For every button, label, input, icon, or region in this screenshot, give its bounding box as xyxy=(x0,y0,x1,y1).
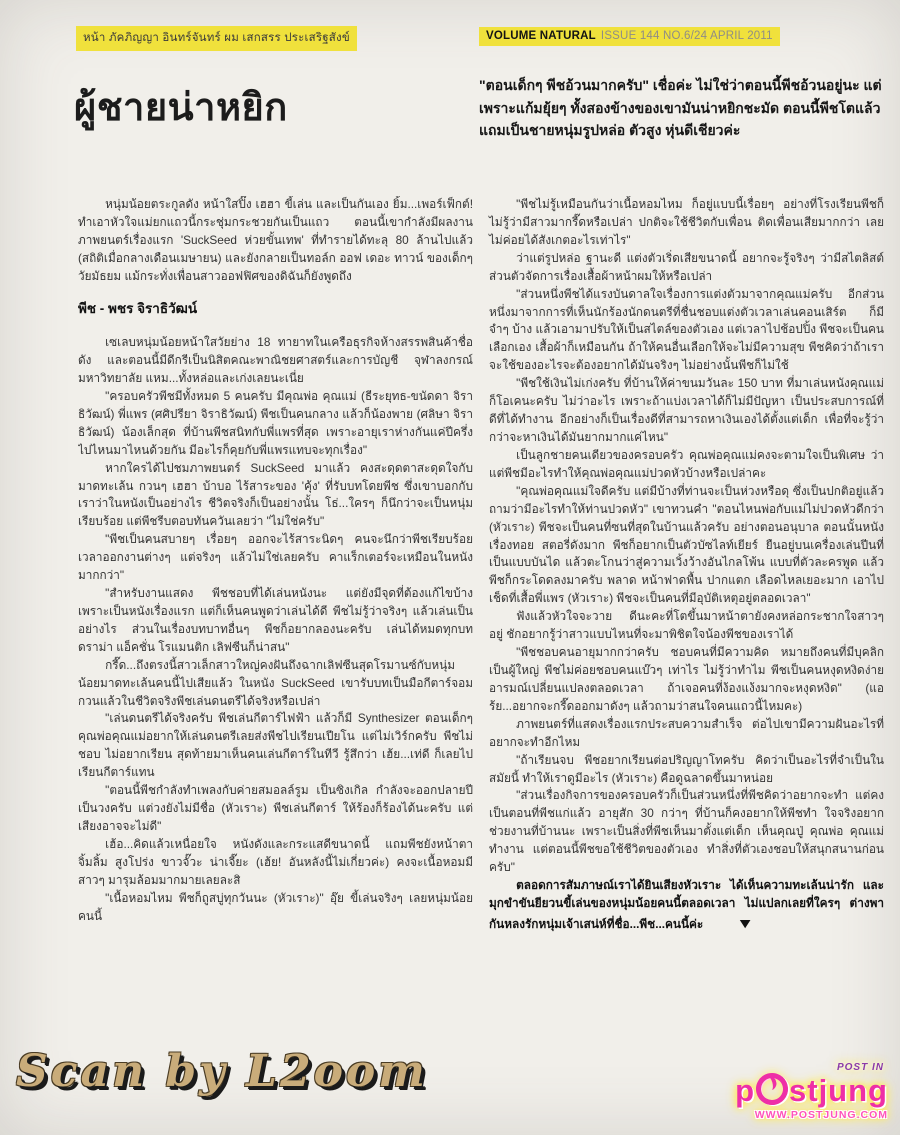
credit-highlight: หน้า ภัคภิญญา อินทร์จันทร์ ผม เสกสรร ประเสริฐสังข์ xyxy=(76,26,357,51)
postjung-url: WWW.POSTJUNG.COM xyxy=(754,1109,888,1121)
article-paragraph: ฟังแล้วหัวใจจะวาย ดีนะคะที่โตขึ้นมาหน้าตายังคงหล่อกระชากใจสาวๆ อยู่ ชักอยากรู้ว่าสาวแบบไหนที่จะมาพิชิตใจน้องพีชของเราได้ xyxy=(489,609,884,642)
article-paragraph: ภาพยนตร์ที่แสดงเรื่องแรกประสบความสำเร็จ ต่อไปเขามีความฝันอะไรที่อยากจะทำอีกไหม xyxy=(489,716,884,749)
magazine-name: VOLUME NATURAL xyxy=(486,30,596,42)
post-in-label: POST IN xyxy=(836,1062,884,1073)
article-paragraph: กรี๊ด...ถึงตรงนี้สาวเล็กสาวใหญ่คงฝันถึงฉากเลิฟซีนสุดโรมานซ์กับหนุ่มน้อยมาดทะเล้นคนนี้ไปเสียแล้ว ในหนัง SuckSeed เขารับบทเป็นมือกีตาร์จอมกวนแล้วในชีวิตจริงพีชเล่นดนตรีได้จริงหรือเปล่า xyxy=(78,657,473,708)
closing-paragraph xyxy=(489,877,884,934)
article-paragraph: "พีชไม่รู้เหมือนกันว่าเนื้อหอมไหม ก็อยู่แบบนี้เรื่อยๆ อย่างที่โรงเรียนพีชก็ไม่รู้ว่ามีสาวมากรี๊ดหรือเปล่า ปกติจะใช้ชีวิตกับเพื่อน ติดเพื่อนเสียมากกว่า เลยไม่ค่อยได้สังเกตอะไรเท่าไร" xyxy=(489,197,884,247)
article-paragraph: "ครอบครัวพีชมีทั้งหมด 5 คนครับ มีคุณพ่อ คุณแม่ (ธีระยุทธ-ขนัดดา จิราธิวัฒน์) พี่แพร (ศศิปรียา จิราธิวัฒน์) พีชเป็นคนกลาง แล้วก็น้องพาย (ศลิษา จิราธิวัฒน์) น้องเล็กสุด ที่บ้านพีชสนิทกับพี่แพรที่สุด เพราะอายุเราห่างกันแค่ปีครึ่ง ไปไหนมาไหนด้วยกัน มีอะไรก็คุยกับพี่แพรแทบจะทุกเรื่อง" xyxy=(78,388,473,457)
article-paragraph: หนุ่มน้อยตระกูลดัง หน้าใสปิ๊ง เฮฮา ขี้เล่น และเป็นกันเอง ยิ้ม...เพอร์เฟ็กต์! ทำเอาหัวใจแม่ยกแถวนี้กระชุ่มกระชวยกันเป็นแถว ตอนนี้เขากำลังมีผลงานภาพยนตร์เรื่องแรก 'SuckSeed ห่วยขั้นเทพ' ที่ทำรายได้ทะลุ 80 ล้านไปแล้ว (สถิติเมื่อกลางเดือนเมษายน) และยังกลายเป็นทอล์ก ออฟ เดอะ ทาวน์ ของเด็กๆ วัยมัธยม แม้กระทั่งเพื่อนสาวออฟฟิศของดิฉันก็ยังพูดถึง xyxy=(78,197,473,283)
header-issue xyxy=(479,26,780,46)
swirl-o-icon xyxy=(752,1069,791,1108)
article-body xyxy=(78,196,884,1048)
article-paragraph: หากใครได้ไปชมภาพยนตร์ SuckSeed มาแล้ว คงสะดุดตาสะดุดใจกับมาดทะเล้น กวนๆ เฮฮา บ้าบอ ไร้สาระของ 'คุ้ง' ที่รับบทโดยพีช ซึ่งเขาบอกกับเราว่าในหนังเป็นอย่างไร ชีวิตจริงก็เป็นอย่างนั้น โธ่...ใครๆ ก็นึกว่าจะเป็นหนุ่มเรียบร้อย แต่พีชรีบตอบทันควันเลยว่า "ไม่ใช่ครับ" xyxy=(78,460,473,529)
article-paragraph: "ส่วนเรื่องกิจการของครอบครัวก็เป็นส่วนหนึ่งที่พีชคิดว่าอยากจะทำ แต่คงเป็นตอนที่พีชแก่แล้ว อายุสัก 30 กว่าๆ ที่บ้านก็คงอยากให้พีชทำ ใจจริงอยากช่วยงานที่บ้านนะ เพราะเป็นสิ่งที่พีชเห็นมาตั้งแต่เด็ก เห็นคุณปู่ คุณพ่อ คุณแม่ ทำงาน แต่ตอนนี้พีชขอใช้ชีวิตของตัวเอง ทำสิ่งที่ตัวเองชอบให้สนุกสนานก่อนครับ" xyxy=(489,788,884,875)
page-title: ผู้ชายน่าหยิก xyxy=(74,87,288,130)
article-paragraph: "พีชเป็นคนสบายๆ เรื่อยๆ ออกจะไร้สาระนิดๆ คนจะนึกว่าพีชเรียบร้อยเวลาออกงานต่างๆ แต่จริงๆ แล้วไม่ใช่เลยครับ คาแร็กเตอร์จะเหมือนในหนังมากกว่า" xyxy=(78,532,473,583)
header-credit xyxy=(76,26,357,51)
wordmark-rest: stjung xyxy=(789,1072,888,1108)
end-of-article-icon: ▼ xyxy=(735,914,754,931)
article-paragraph: เซเลบหนุ่มน้อยหน้าใสวัยย่าง 18 ทายาทในเครือธุรกิจห้างสรรพสินค้าชื่อดัง และตอนนี้มีดีกรีเป็นนิสิตคณะพาณิชยศาสตร์และการบัญชี จุฬาลงกรณ์มหาวิทยาลัย แหม...ทั้งหล่อและเก่งเลยนะเนี่ย xyxy=(78,335,473,385)
issue-highlight xyxy=(479,27,780,46)
article-paragraph: "เล่นดนตรีได้จริงครับ พีชเล่นกีตาร์ไฟฟ้า แล้วก็มี Synthesizer ตอนเด็กๆ คุณพ่อคุณแม่อยากให้เล่นดนตรีเลยส่งพีชไปเรียนเปียโน แต่ไม่เวิร์กครับ พีชไม่ชอบ ไม่อยากเรียน สุดท้ายมาเห็นคนเล่นกีตาร์ในทีวี รู้สึกว่า เฮ้ย...เท่ดี ก็เลยไปเรียนกีตาร์แทน xyxy=(78,711,473,780)
article-paragraph: ว่าแต่รูปหล่อ ฐานะดี แต่งตัวเริ่ดเสียขนาดนี้ อยากจะรู้จริงๆ ว่ามีสไตลิสต์ส่วนตัวจัดการเรื่องเสื้อผ้าหน้าผมให้หรือเปล่า xyxy=(489,250,884,283)
postjung-logo xyxy=(698,1062,888,1121)
article-paragraph: "พีชชอบคนอายุมากกว่าครับ ชอบคนที่มีความคิด หมายถึงคนที่มีบุคลิกเป็นผู้ใหญ่ พีชไม่ค่อยชอบคนแบ๊วๆ เท่าไร ไม่รู้ว่าทำไม พีชเป็นคนหงุดหงิดง่าย อารมณ์เปลี่ยนแปลงตลอดเวลา ถ้าเจอคนที่ง้องแง้งมากจะหงุดหงิด" (แอร้ย...อยากจะกรี๊ดออกมาดังๆ แล้วถามว่าสนใจคนแถวนี้ไหมคะ) xyxy=(489,645,884,713)
interviewee-name-subhead: พีช - พชร จิราธิวัฒน์ xyxy=(78,300,198,316)
article-paragraph: เฮ้อ...คิดแล้วเหนื่อยใจ หนังดังและกระแสดีขนาดนี้ แถมพีชยังหน้าตาจิ้มลิ้ม สูงโปร่ง ขาวจั๊วะ น่าเจี๊ยะ (เฮ้ย! อันหลังนี้ไม่เกี่ยวค่ะ) คงจะเนื้อหอมมีสาวๆ มารุมล้อมมากมายเลยละสิ xyxy=(78,836,473,887)
article-paragraph: "พีชใช้เงินไม่เก่งครับ ที่บ้านให้ค่าขนมวันละ 150 บาท ที่มาเล่นหนังคุณแม่ก็โอเคนะครับ ไม่ว่าอะไร เพราะถ้าแบ่งเวลาได้ก็ไม่มีปัญหา เป็นประสบการณ์ที่ดีที่ได้ทำงาน อีกอย่างก็เป็นเรื่องดีที่สามารถหาเงินเองได้ตั้งแต่เด็ก เพื่อที่จะรู้ว่ากว่าจะหาเงินได้มันยากมากแค่ไหน" xyxy=(489,376,884,444)
postjung-wordmark xyxy=(698,1073,888,1107)
article-paragraph: "ตอนนี้พีชกำลังทำเพลงกับค่ายสมอลล์รูม เป็นซิงเกิล กำลังจะออกปลายปี เป็นวงครับ แต่วงยังไม่มีชื่อ (หัวเราะ) พีชเล่นกีตาร์ ให้ร้องก็ร้องได้นะครับ แต่เสียงอาจจะไม่ดี" xyxy=(78,783,473,834)
article-column-2 xyxy=(489,196,884,1048)
wordmark-p: p xyxy=(735,1072,755,1108)
article-paragraph: "ถ้าเรียนจบ พีชอยากเรียนต่อปริญญาโทครับ คิดว่าเป็นอะไรที่จำเป็นในสมัยนี้ ทำให้เราดูมีอะไร (หัวเราะ) คือดูฉลาดขึ้นมาหน่อย xyxy=(489,752,884,785)
article-paragraph: "คุณพ่อคุณแม่ใจดีครับ แต่มีบ้างที่ท่านจะเป็นห่วงหรือดุ ซึ่งเป็นปกติอยู่แล้ว ถามว่ามีอะไรทำให้ท่านปวดหัว" เขาทวนคำ "ตอนไหนพ่อกับแม่ไม่ปวดหัวดีกว่า (หัวเราะ) พีชจะเป็นคนที่ซนที่สุดในบ้านแล้วครับ อย่างตอนอนุบาล ตอนนั้นหนังเรื่องทอย สตอรี่ดังมาก พีชก็อยากเป็นตัวบัซไลท์เยียร์ ยืนอยู่บนเครื่องเล่นปีนที่เป็นแบบบันได แล้วตะโกนว่าสู่ความเวิ้งว้างอันไกลโพ้น แบบที่ตัวละครพูด แล้วพีชก็กระโดดลงมาครับ พลาด หน้าฟาดพื้น ปากแตก เลือดไหลเยอะมาก เอาไปเช็ดที่เสื้อพี่แพร (หัวเราะ) พีชจะเป็นคนที่มีอุบัติเหตุอยู่ตลอดเวลา" xyxy=(489,483,884,606)
article-paragraph: "เนื้อหอมไหม พีชก็ถูสบู่ทุกวันนะ (หัวเราะ)" อุ๊ย ขี้เล่นจริงๆ เลยหนุ่มน้อยคนนี้ xyxy=(78,890,473,923)
closing-text: ตลอดการสัมภาษณ์เราได้ยินเสียงหัวเราะ ได้เห็นความทะเล้นน่ารัก และมุกขำขันยียวนขี้เล่นของหนุ่มน้อยคนนี้ตลอดเวลา ไม่แปลกเลยที่ใครๆ ต่างพากันหลงรักหนุ่มเจ้าเสน่ห์ที่ชื่อ...พีช...คนนี้ค่ะ xyxy=(489,878,884,931)
scan-watermark: Scan by L2oom xyxy=(16,1046,428,1097)
article-paragraph: "ส่วนหนึ่งพีชได้แรงบันดาลใจเรื่องการแต่งตัวมาจากคุณแม่ครับ อีกส่วนหนึ่งมาจากการที่เห็นนักร้องนักดนตรีที่ชื่นชอบแต่งตัวเวลาเล่นคอนเสิร์ต ก็มีจำๆ บ้าง แล้วเอามาปรับให้เป็นสไตล์ของตัวเอง แต่เวลาไปช้อปปิ้ง พีชจะเป็นคนเลือกเอง เสื้อผ้าก็เหมือนกัน ถ้าให้คนอื่นเลือกให้จะไม่มีความสุข พีชคิดว่าถ้าเราจะใช้ของอะไรจะต้องอยากได้มันจริงๆ ไม่อย่างนั้นพีชก็ไม่ใช้ xyxy=(489,286,884,373)
article-paragraph: "สำหรับงานแสดง พีชชอบที่ได้เล่นหนังนะ แต่ยังมีจุดที่ต้องแก้ไขบ้าง เพราะเป็นหนังเรื่องแรก แต่ก็เห็นคนพูดว่าเล่นได้ดี พีชไม่รู้ว่าจริงๆ แล้วเล่นเป็นอย่างไร ส่วนในเรื่องบทบาทอื่นๆ พีชก็อยากลองนะครับ เล่นได้หมดทุกบท ดราม่า แอ็คชั่น โรแมนติก เลิฟซีนก็น่าสน" xyxy=(78,586,473,654)
article-paragraph: เป็นลูกชายคนเดียวของครอบครัว คุณพ่อคุณแม่คงจะตามใจเป็นพิเศษ ว่าแต่พีชมีอะไรทำให้คุณพ่อคุณแม่ปวดหัวบ้างหรือเปล่าคะ xyxy=(489,447,884,480)
standfirst: "ตอนเด็กๆ พีชอ้วนมากครับ" เชื่อค่ะ ไม่ใช่ว่าตอนนี้พีชอ้วนอยู่นะ แต่เพราะแก้มยุ้ยๆ ทั้งสองข้างของเขามันน่าหยิกชะมัด ตอนนี้พีชโตแล้ว แถมเป็นชายหนุ่มรูปหล่อ ตัวสูง หุ่นดีเชียวค่ะ xyxy=(479,77,882,139)
article-column-1 xyxy=(78,196,473,1048)
issue-info: ISSUE 144 NO.6/24 APRIL 2011 xyxy=(600,30,773,42)
